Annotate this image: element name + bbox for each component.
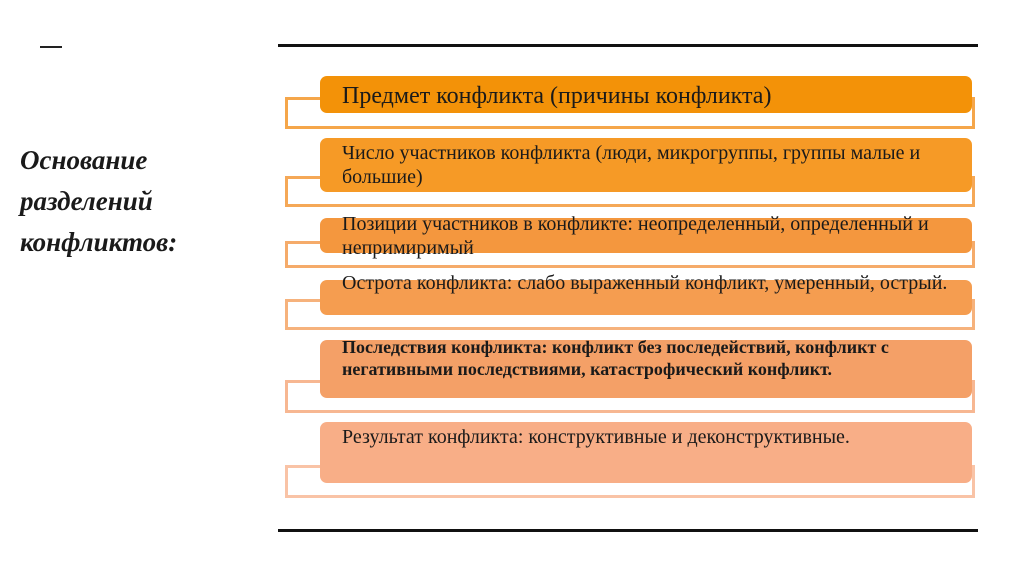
item-connector bbox=[285, 97, 321, 100]
side-title-line-2: разделений bbox=[20, 186, 153, 216]
side-title-line-3: конфликтов: bbox=[20, 227, 178, 257]
list-item bbox=[285, 138, 975, 207]
list-item bbox=[285, 272, 975, 330]
list-item bbox=[285, 76, 975, 129]
list-item bbox=[285, 213, 975, 268]
item-connector bbox=[285, 299, 321, 302]
item-text: Острота конфликта: слабо выраженный конфликт, умеренный, острый. bbox=[342, 272, 948, 294]
item-connector bbox=[285, 241, 321, 244]
item-text: Позиции участников в конфликте: неопределенный, определенный и непримиримый bbox=[342, 213, 929, 259]
title-dash bbox=[40, 46, 62, 48]
item-text: Результат конфликта: конструктивные и деконструктивные. bbox=[342, 426, 850, 448]
item-text: Предмет конфликта (причины конфликта) bbox=[342, 83, 772, 109]
list-item bbox=[285, 422, 975, 498]
side-title bbox=[20, 140, 177, 263]
item-text: Последствия конфликта: конфликт без последействий, конфликт с негативными последствиями, катастрофический конфликт. bbox=[342, 337, 889, 379]
item-connector bbox=[285, 465, 321, 468]
item-connector bbox=[285, 380, 321, 383]
item-text: Число участников конфликта (люди, микрогруппы, группы малые и большие) bbox=[342, 142, 921, 188]
item-connector bbox=[285, 176, 321, 179]
list-item bbox=[285, 337, 975, 413]
top-divider bbox=[278, 44, 978, 47]
side-title-line-1: Основание bbox=[20, 145, 148, 175]
bottom-divider bbox=[278, 529, 978, 532]
